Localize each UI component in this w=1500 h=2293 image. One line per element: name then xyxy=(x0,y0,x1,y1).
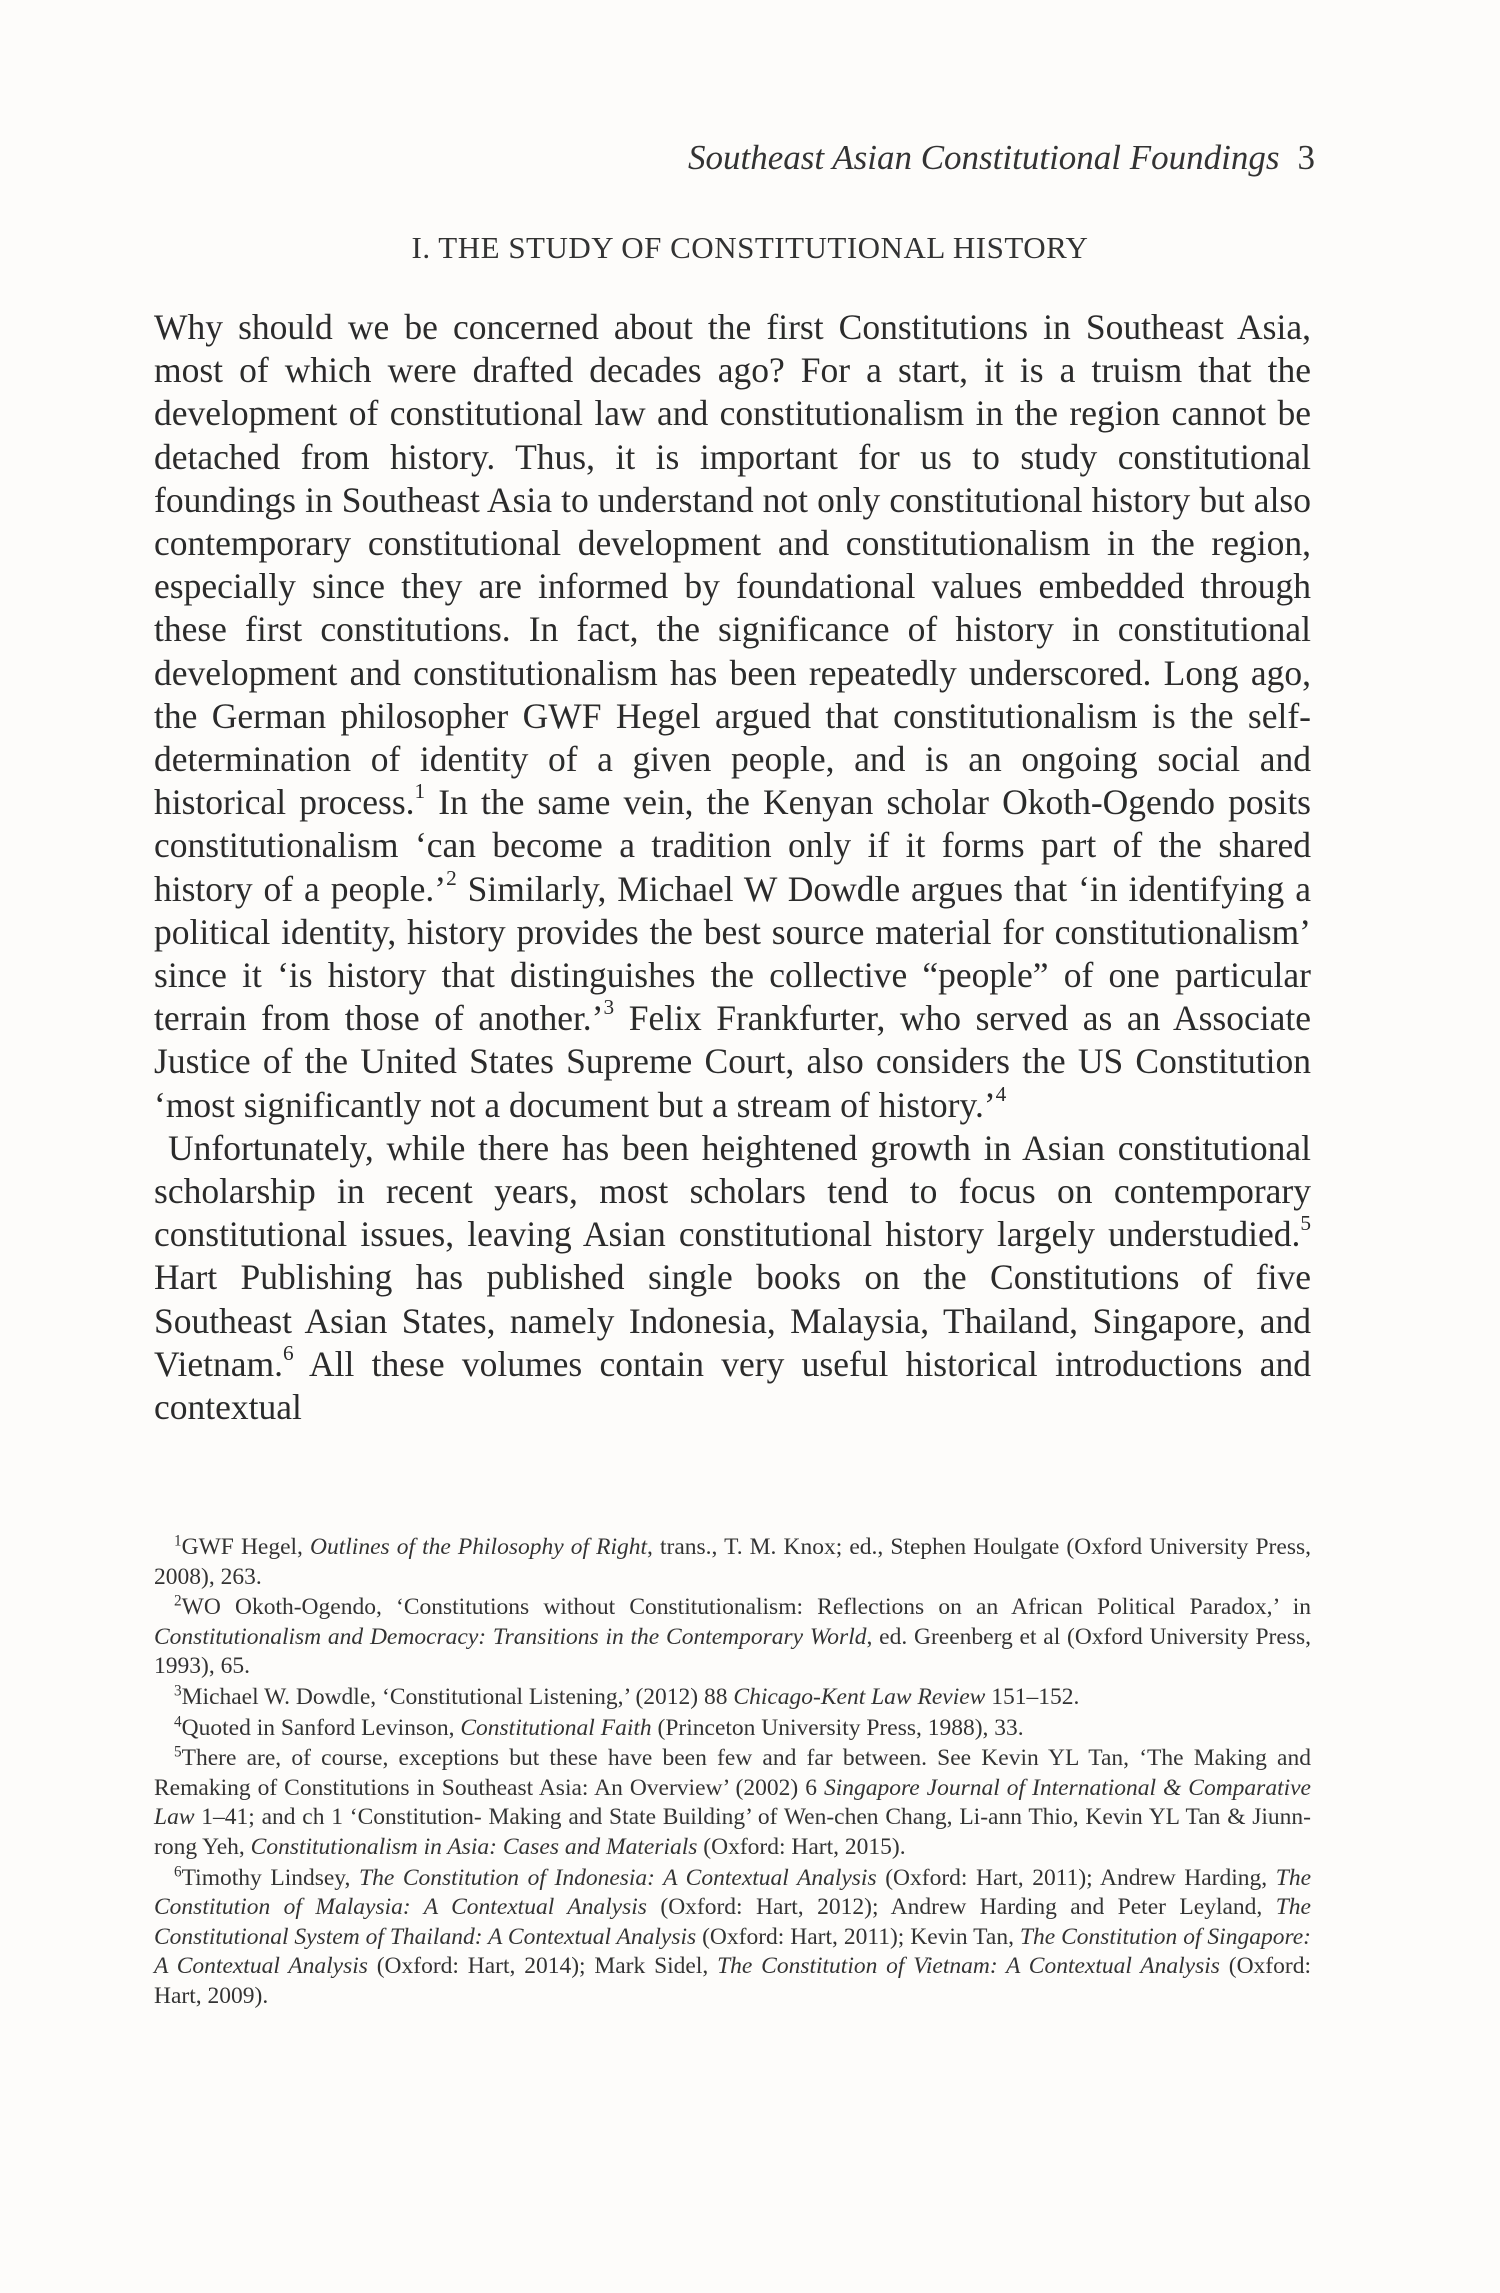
footnote-number: 1 xyxy=(174,1532,182,1550)
running-head-title: Southeast Asian Constitutional Foundings xyxy=(688,138,1280,177)
footnote-title: Chicago-Kent Law Review xyxy=(733,1683,986,1710)
footnote-text: 151–152. xyxy=(985,1683,1080,1710)
footnote-title: Constitutionalism in Asia: Cases and Materials xyxy=(250,1833,698,1860)
footnote-4 xyxy=(154,1714,1311,1744)
footnote-ref-6[interactable]: 6 xyxy=(282,1340,294,1365)
footnote-text: GWF Hegel, xyxy=(181,1534,311,1560)
footnote-title: The Constitutional System of Thailand: A Contextual Analysis xyxy=(154,1894,1311,1950)
body-text-span: Unfortunately, while there has been heightened growth in Asian constitutional scholarship in recent years, most scholars tend to focus on contemporary constitutional issues, leaving Asian constitutional history largely understudied. xyxy=(154,1127,1311,1255)
footnote-title: The Constitution of Indonesia: A Contextual Analysis xyxy=(359,1864,877,1891)
footnote-text: WO Okoth-Ogendo, ‘Constitutions without Constitutionalism: Reflections on an African Political Paradox,’ in xyxy=(181,1594,1311,1621)
footnote-text: (Oxford: Hart, 2009). xyxy=(154,1953,1311,2009)
footnote-number: 6 xyxy=(174,1863,182,1881)
footnote-text: (Oxford: Hart, 2015). xyxy=(697,1833,906,1860)
running-head xyxy=(688,138,1315,178)
footnote-text: (Oxford: Hart, 2011); Andrew Harding, xyxy=(876,1864,1276,1891)
footnote-title: The Constitution of Singapore: A Contextual Analysis xyxy=(154,1923,1311,1980)
footnote-number: 4 xyxy=(174,1713,182,1731)
body-paragraph-2 xyxy=(154,1127,1311,1429)
footnote-title: Constitutionalism and Democracy: Transitions in the Contemporary World xyxy=(154,1623,867,1650)
page-number: 3 xyxy=(1297,138,1315,177)
body-text-span: Why should we be concerned about the first Constitutions in Southeast Asia, most of which were drafted decades ago? For a start, it is a truism that the development of constitutional law and constitutionalism in the region cannot be detached from history. Thus, it is important for us to study constitutional foundings in Southeast Asia to understand not only constitutional history but also contemporary constitutional development and constitutionalism in the region, especially since they are informed by foundational values embedded through these first constitutions. In fact, the significance of history in constitutional development and constitutionalism has been repeatedly underscored. Long ago, the German philosopher GWF Hegel argued that constitutionalism is the self-determination of identity of a given people, and is an ongoing social and historical process. xyxy=(154,307,1311,823)
footnote-2 xyxy=(154,1593,1311,1682)
footnote-5 xyxy=(154,1744,1311,1862)
footnote-title: Singapore Journal of International & Comparative Law xyxy=(154,1774,1311,1831)
footnote-ref-2[interactable]: 2 xyxy=(446,865,457,890)
footnote-title: The Constitution of Vietnam: A Contextual Analysis xyxy=(717,1953,1220,1980)
footnote-title: The Constitution of Malaysia: A Contextual Analysis xyxy=(154,1864,1311,1921)
footnote-title: Outlines of the Philosophy of Right xyxy=(310,1534,648,1560)
footnote-text: (Oxford: Hart, 2012); Andrew Harding and Peter Leyland, xyxy=(646,1894,1276,1921)
footnote-text: , trans., T. M. Knox; ed., Stephen Houlgate (Oxford University Press, 2008), 263. xyxy=(154,1534,1311,1590)
body-text-span: Felix Frankfurter, who served as an Associate Justice of the United States Supreme Court, also considers the US Constitution ‘most significantly not a document but a stream of history.’ xyxy=(154,998,1311,1125)
footnote-ref-5[interactable]: 5 xyxy=(1300,1211,1311,1236)
footnote-6 xyxy=(154,1864,1311,2012)
footnote-number: 5 xyxy=(174,1743,182,1761)
body-text-span: Hart Publishing has published single books on the Constitutions of five Southeast Asian States, namely Indonesia, Malaysia, Thailand, Singapore, and Vietnam. xyxy=(154,1257,1311,1384)
footnote-number: 3 xyxy=(174,1682,182,1700)
body-text-span: All these volumes contain very useful historical introductions and contextual xyxy=(154,1343,1311,1428)
footnote-1 xyxy=(154,1533,1311,1592)
footnote-text: , ed. Greenberg et al (Oxford University Press, 1993), 65. xyxy=(154,1623,1311,1680)
footnote-title: Constitutional Faith xyxy=(460,1714,652,1741)
footnote-text: (Oxford: Hart, 2011); Kevin Tan, xyxy=(696,1923,1020,1950)
body-text-span: Similarly, Michael W Dowdle argues that ‘in identifying a political identity, history provides the best source material for constitutionalism’ since it ‘is history that distinguishes the collective “people” of one particular terrain from those of another.’ xyxy=(154,868,1311,1039)
body-text-span: In the same vein, the Kenyan scholar Okoth-Ogendo posits constitutionalism ‘can become a tradition only if it forms part of the shared history of a people.’ xyxy=(154,782,1312,909)
footnote-text: Michael W. Dowdle, ‘Constitutional Listening,’ (2012) 88 xyxy=(181,1683,734,1710)
footnote-text: Timothy Lindsey, xyxy=(181,1864,359,1891)
footnote-text: Quoted in Sanford Levinson, xyxy=(181,1714,461,1741)
body-paragraph-1 xyxy=(154,306,1311,1127)
footnotes xyxy=(154,1533,1311,2013)
footnote-text: (Oxford: Hart, 2014); Mark Sidel, xyxy=(367,1953,718,1980)
footnote-ref-3[interactable]: 3 xyxy=(603,995,615,1020)
footnote-3 xyxy=(154,1683,1311,1713)
footnote-text: There are, of course, exceptions but these have been few and far between. See Kevin YL Tan, ‘The Making and Remaking of Constitutions in Southeast Asia: An Overview’ (2002) 6 xyxy=(154,1745,1311,1801)
footnote-ref-4[interactable]: 4 xyxy=(995,1081,1007,1106)
footnote-text: 1–41; and ch 1 ‘Constitution- Making and State Building’ of Wen-chen Chang, Li-ann Thio, Kevin YL Tan & Jiunn-rong Yeh, xyxy=(154,1804,1311,1860)
body-text xyxy=(154,306,1311,1429)
section-heading: I. THE STUDY OF CONSTITUTIONAL HISTORY xyxy=(411,230,1089,265)
footnote-ref-1[interactable]: 1 xyxy=(414,779,426,804)
footnote-number: 2 xyxy=(174,1592,182,1610)
footnote-text: (Princeton University Press, 1988), 33. xyxy=(651,1714,1024,1741)
